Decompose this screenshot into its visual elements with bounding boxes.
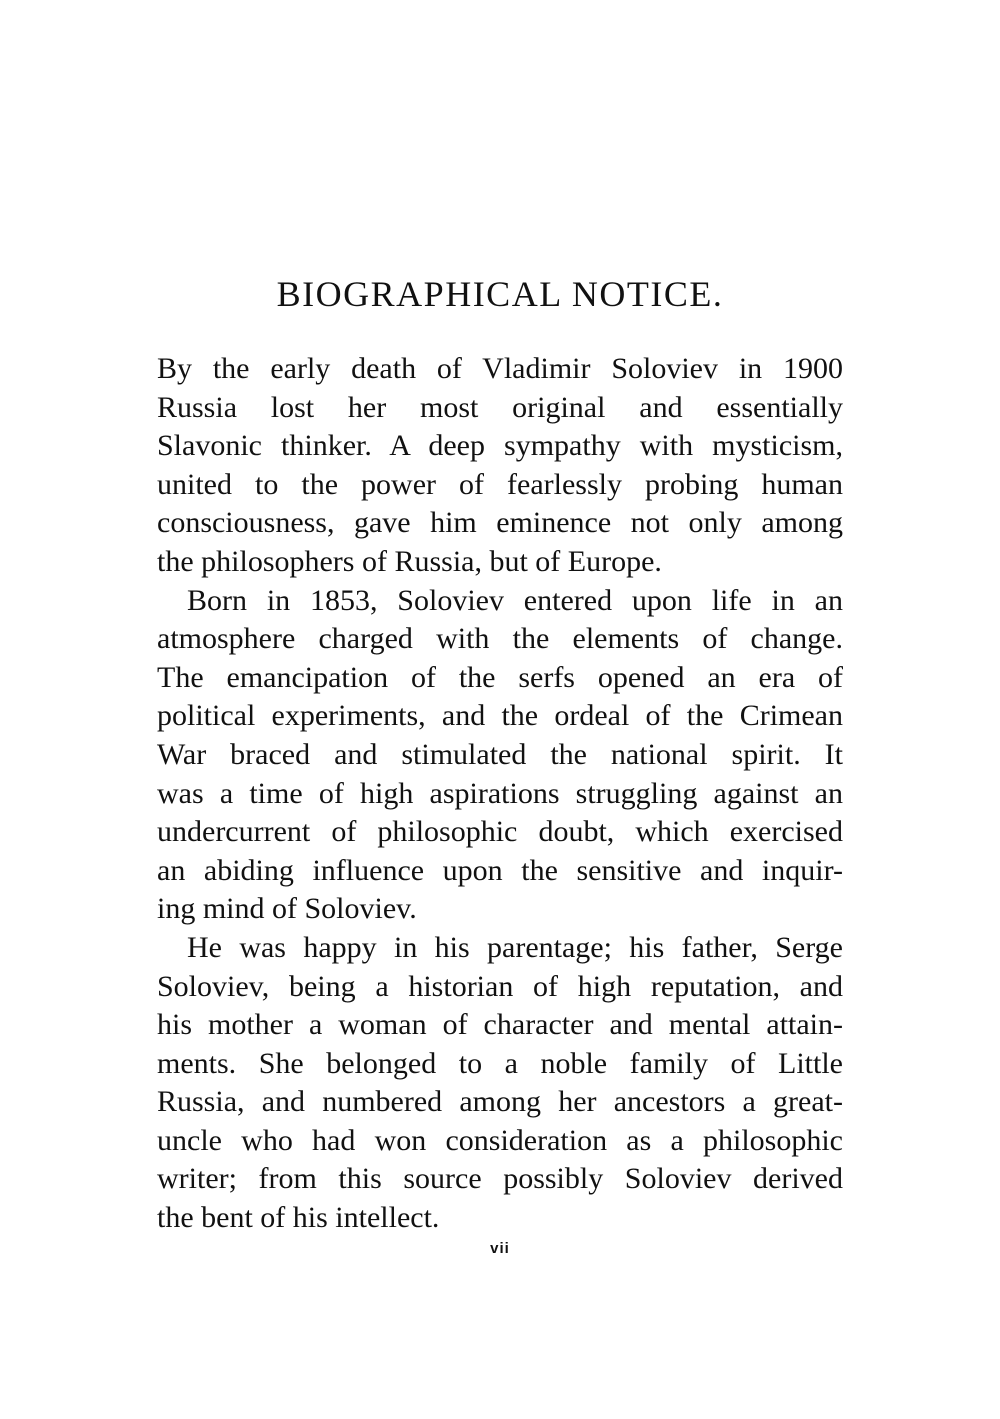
text-line: united to the power of fearlessly probing human (157, 467, 843, 501)
paragraph-1 (157, 350, 843, 582)
page-number: vii (490, 1240, 510, 1257)
text-line: the philosophers of Russia, but of Europe. (157, 544, 662, 578)
text-line: consciousness, gave him eminence not only among (157, 506, 843, 540)
text-line: political experiments, and the ordeal of the Crimean (157, 699, 843, 733)
page-title: BIOGRAPHICAL NOTICE. (276, 274, 724, 314)
text-line: atmosphere charged with the elements of change. (157, 622, 843, 656)
text-line: undercurrent of philosophic doubt, which exercised (157, 815, 843, 849)
text-line: The emancipation of the serfs opened an era of (157, 660, 843, 694)
text-line: uncle who had won consideration as a philosophic (157, 1123, 843, 1157)
body-text (157, 350, 843, 1238)
text-line: He was happy in his parentage; his father, Serge (187, 930, 843, 964)
text-line: writer; from this source possibly Soloviev derived (157, 1162, 843, 1196)
text-line: Russia, and numbered among her ancestors a great- (157, 1085, 843, 1119)
text-line: Slavonic thinker. A deep sympathy with mysticism, (157, 429, 843, 463)
text-line: the bent of his intellect. (157, 1201, 440, 1235)
paragraph-2 (157, 582, 843, 929)
text-line: War braced and stimulated the national spirit. It (157, 737, 843, 771)
text-line: ments. She belonged to a noble family of Little (157, 1046, 843, 1080)
text-line: ing mind of Soloviev. (157, 892, 417, 926)
text-line: Russia lost her most original and essentially (157, 390, 843, 424)
paragraph-3 (157, 929, 843, 1238)
text-line: Soloviev, being a historian of high reputation, and (157, 969, 843, 1003)
text-line: By the early death of Vladimir Soloviev in 1900 (157, 352, 843, 385)
text-line: Born in 1853, Soloviev entered upon life in an (187, 583, 843, 617)
text-line: his mother a woman of character and mental attain- (157, 1008, 843, 1042)
text-line: an abiding influence upon the sensitive and inquir- (157, 853, 843, 887)
text-line: was a time of high aspirations struggling against an (157, 776, 843, 810)
